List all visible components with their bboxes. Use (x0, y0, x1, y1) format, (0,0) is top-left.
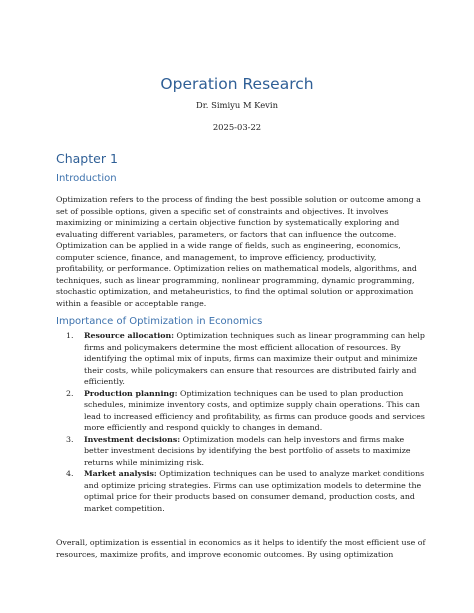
list-item-term: Investment decisions: (84, 434, 181, 444)
list-item-term: Market analysis: (84, 469, 157, 478)
introduction-heading: Introduction (56, 173, 117, 184)
document-date: 2025-03-22 (212, 122, 262, 132)
importance-list (56, 330, 426, 514)
list-item-number: 1. (66, 331, 74, 340)
document-title: Operation Research (160, 75, 314, 93)
introduction-paragraph-2: Optimization can be applied in a wide range of fields, such as engineering, economics, computer science, finance, and management, to improve efficiency, productivity, profitability, or performance. Optimization relies on mathematical models, algorithms, and techniques, such as linear programming, nonlinear programming, dynamic programming, stochastic optimization, and metaheuristics, to find the optimal solution or approximation within a feasible or acceptable range. (56, 241, 417, 308)
list-item (56, 468, 426, 514)
list-item-number: 3. (66, 434, 74, 444)
list-item-text: Optimization techniques can be used to analyze market conditions and optimize pricing strategies. Firms can use optimization models to determine the optimal price for their products based on consumer demand, production costs, and market competition. (84, 469, 425, 513)
list-item (56, 388, 426, 434)
list-item-text: Optimization models can help investors and firms make better investment decisions by identifying the best portfolio of assets to maximize returns while minimizing risk. (84, 434, 411, 467)
closing-paragraph: Overall, optimization is essential in economics as it helps to identify the most efficient use of resources, maximize profits, and improve economic outcomes. By using optimization (56, 538, 426, 559)
introduction-paragraph-1: Optimization refers to the process of finding the best possible solution or outcome among a set of possible options, given a specific set of constraints and objectives. It involves maximizing or minimizing a certain objective function by systematically exploring and evaluating different variables, parameters, or factors that can influence the outcome. (56, 195, 421, 239)
importance-heading: Importance of Optimization in Economics (56, 316, 263, 327)
chapter-heading: Chapter 1 (56, 151, 118, 166)
list-item-text: Optimization techniques such as linear programming can help firms and policymakers determine the most efficient allocation of resources. By identifying the optimal mix of inputs, firms can maximize their output and minimize their costs, while policymakers can ensure that resources are distributed fairly and efficiently. (84, 331, 425, 386)
list-item-term: Resource allocation: (84, 331, 175, 340)
list-item-text: Optimization techniques can be used to plan production schedules, minimize inventory costs, and optimize supply chain operations. This can lead to increased efficiency and profitability, as firms can produce goods and services more efficiently and respond quickly to changes in demand. (84, 388, 425, 432)
list-item (56, 330, 426, 388)
document-author: Dr. Simiyu M Kevin (196, 100, 278, 110)
list-item-number: 2. (66, 388, 74, 398)
list-item (56, 434, 426, 469)
list-item-number: 4. (66, 469, 74, 478)
list-item-term: Production planning: (84, 388, 178, 398)
